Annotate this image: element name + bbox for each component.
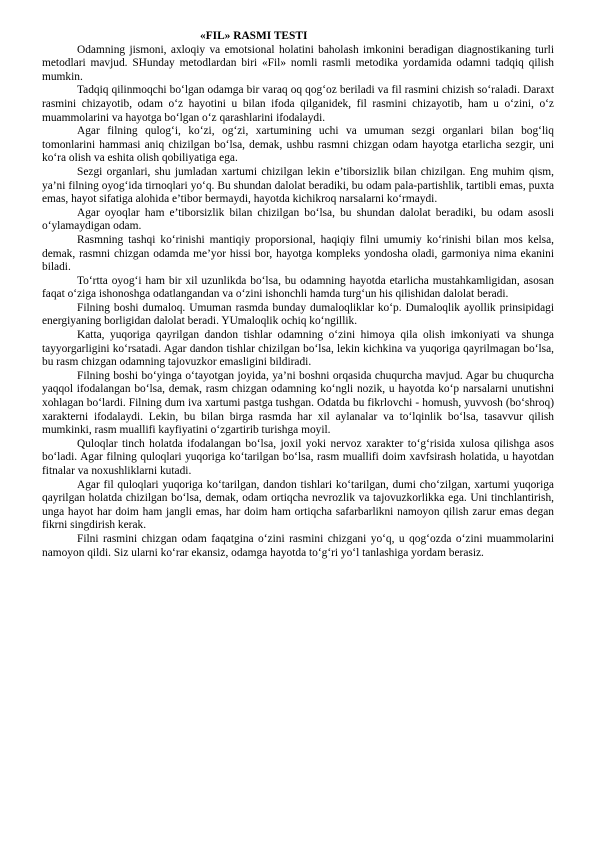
paragraph-8: Filning boshi dumaloq. Umuman rasmda bunday dumaloqliklar ko‘p. Dumaloqlik ayollik prinsipidagi energiyaning borligidan dalolat beradi. YUmaloqlik ochiq ko‘ngillik.	[42, 301, 554, 328]
paragraph-11: Quloqlar tinch holatda ifodalangan bo‘lsa, joxil yoki nervoz xarakter to‘g‘risida xulosa qilishga asos bo‘ladi. Agar filning quloqlari yuqoriga ko‘tarilgan bo‘lsa, rasm muallifi doim xavfsirash holatida, u hayotdan fitnalar va noxushliklarni kutadi.	[42, 437, 554, 477]
paragraph-5: Agar oyoqlar ham e’tiborsizlik bilan chizilgan bo‘lsa, bu shundan dalolat beradiki, bu odam asosli o‘ylamaydigan odam.	[42, 206, 554, 233]
paragraph-3: Agar filning qulog‘i, ko‘zi, og‘zi, xartumining uchi va umuman sezgi organlari bilan bog‘liq tomonlarini hammasi aniq chizilgan bo‘lsa, demak, ushbu rasmni chizgan odam hayotga etarlicha sezgir, uni ko‘ra olish va eshita olish qobiliyatiga ega.	[42, 125, 554, 165]
paragraph-10: Filning boshi bo‘yinga o‘tayotgan joyida, ya’ni boshni orqasida chuqurcha mavjud. Agar bu chuqurcha yaqqol ifodalangan bo‘lsa, demak, rasm chizgan odamning ko‘ngli nozik, u hayotda ko‘p narsalarni unutishni xohlagan bo‘lardi. Filning dum iva xartumi pastga tushgan. Odatda bu fikrlovchi - homush, yuvvosh (bo‘shroq) xarakterni ifodalaydi. Lekin, bu bilan birga rasmda har xil aylanalar va to‘lqinlik bo‘lsa, tasavvur qilish mumkinki, rasm muallifi kayfiyatini o‘zgartirib turishga moyil.	[42, 369, 554, 437]
paragraph-7: To‘rtta oyog‘i ham bir xil uzunlikda bo‘lsa, bu odamning hayotda etarlicha mustahkamligidan, asosan faqat o‘ziga ishonoshga odatlangandan va o‘zini ishonchli hamda turg‘un his qilishidan dalolat beradi.	[42, 274, 554, 301]
paragraph-4: Sezgi organlari, shu jumladan xartumi chizilgan lekin e’tiborsizlik bilan chizilgan. Eng muhim qism, ya’ni filning oyog‘ida tirnoqlari yo‘q. Bu shundan dalolat beradiki, bu odam pala-partishlik, tartibli emas, puxta emas, hayot sifatiga alohida e’tibor bermaydi, hayotda kichikroq narsalarni ko‘rmaydi.	[42, 165, 554, 206]
paragraph-9: Katta, yuqoriga qayrilgan dandon tishlar odamning o‘zini himoya qila olish imkoniyati va shunga tayyorgarligini ko‘rsatadi. Agar dandon tishlar chizilgan bo‘lsa, lekin kichkina va yuqoriga qayrilmagan bo‘lsa, bu rasm chizgan odamning tajovuzkor emasligini bildiradi.	[42, 329, 554, 369]
paragraph-1: Odamning jismoni, axloqiy va emotsional holatini baholash imkonini beradigan diagnostikaning turli metodlari mavjud. SHunday metodlardan biri «Fil» nomli rasmli metodika yordamida odamni tadqiq qilish mumkin.	[42, 43, 554, 83]
paragraph-6: Rasmning tashqi ko‘rinishi mantiqiy proporsional, haqiqiy filni umumiy ko‘rinishi bilan mos kelsa, demak, rasmni chizgan odamda me’yor hissi bor, hayotga kompleks yondosha oladi, garmoniya nima ekanini biladi.	[42, 233, 554, 274]
document-title: «FIL» RASMI TESTI	[200, 30, 308, 42]
paragraph-13: Filni rasmini chizgan odam faqatgina o‘zini rasmini chizgani yo‘q, u qog‘ozda o‘zini muammolarini namoyon qildi. Siz ularni ko‘rar ekansiz, odamga hayotda to‘g‘ri yo‘l tanlashiga yordam berasiz.	[42, 532, 554, 559]
document-page	[42, 30, 554, 560]
paragraph-12: Agar fil quloqlari yuqoriga ko‘tarilgan, dandon tishlari ko‘tarilgan, dumi cho‘zilgan, xartumi yuqoriga qayrilgan holatda chizilgan bo‘lsa, demak, odam ortiqcha nevrozlik va tajovuzkorlikka ega. Uni tinchlantirish, unga hayot har doim ham jangli emas, har doim ham ortiqcha safarbarlikni namoyon qilish zarur emas degan fikrni singdirish kerak.	[42, 478, 554, 532]
paragraph-2: Tadqiq qilinmoqchi bo‘lgan odamga bir varaq oq qog‘oz beriladi va fil rasmini chizish so‘raladi. Daraxt rasmini chizayotib, odam o‘z hayotini u bilan ifoda qilganidek, fil rasmini chizayotib, ham u o‘zini, o‘z muammolarini va hayotga bo‘lgan o‘z qarashlarini ifodalaydi.	[42, 84, 554, 124]
